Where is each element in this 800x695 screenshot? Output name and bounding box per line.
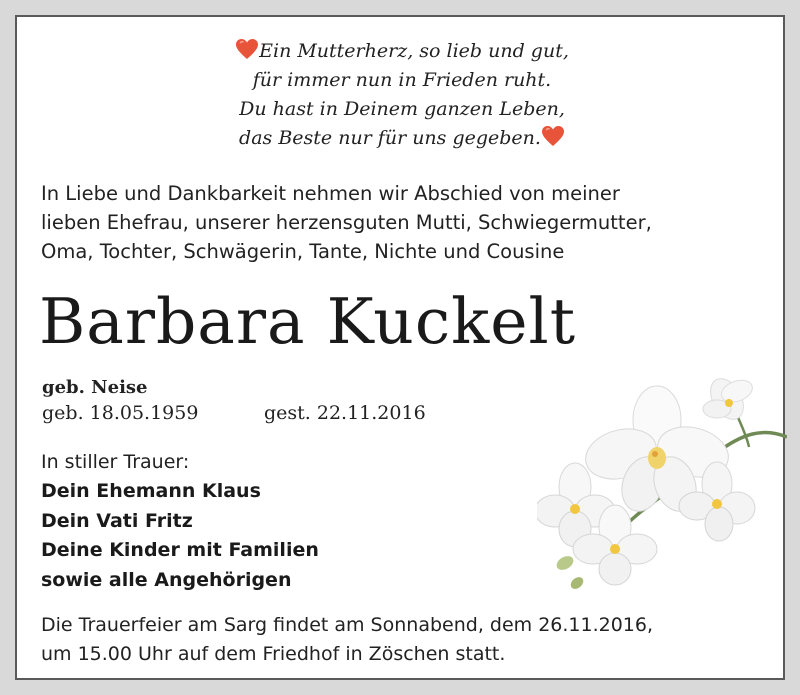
poem [17,37,787,153]
poem-text-1: Ein Mutterherz, so lieb und gut, [259,40,569,62]
deceased-name: Barbara Kuckelt [39,285,577,358]
intro-text [41,179,761,266]
mourner-item: Deine Kinder mit Familien [41,539,319,561]
service-line-2: um 15.00 Uhr auf dem Friedhof in Zöschen statt. [41,643,506,665]
mourner-item: Dein Vati Fritz [41,509,193,532]
orchid-illustration [537,357,787,597]
intro-line-3: Oma, Tochter, Schwägerin, Tante, Nichte und Cousine [41,240,565,263]
mourners-heading: In stiller Trauer: [41,451,190,473]
birth-date: geb. 18.05.1959 [42,402,199,424]
mourner-item: sowie alle Angehörigen [41,568,292,591]
intro-line-2: lieben Ehefrau, unserer herzensguten Mutti, Schwiegermutter, [41,211,652,234]
heart-icon [235,38,259,60]
poem-line-4 [17,124,787,153]
poem-line-2: für immer nun in Frieden ruht. [252,69,552,91]
intro-line-1: In Liebe und Dankbarkeit nehmen wir Abschied von meiner [41,182,620,205]
death-date: gest. 22.11.2016 [264,402,426,424]
maiden-name: geb. Neise [42,377,148,398]
service-info [41,611,771,669]
poem-line-1 [17,37,787,66]
service-line-1: Die Trauerfeier am Sarg findet am Sonnabend, dem 26.11.2016, [41,614,654,636]
poem-line-3: Du hast in Deinem ganzen Leben, [239,98,565,120]
life-dates [42,402,502,424]
mourner-item: Dein Ehemann Klaus [41,480,261,502]
mourners-list [41,477,319,595]
poem-text-4: das Beste nur für uns gegeben. [239,127,541,149]
obituary-card [15,15,785,680]
heart-icon [541,125,565,147]
